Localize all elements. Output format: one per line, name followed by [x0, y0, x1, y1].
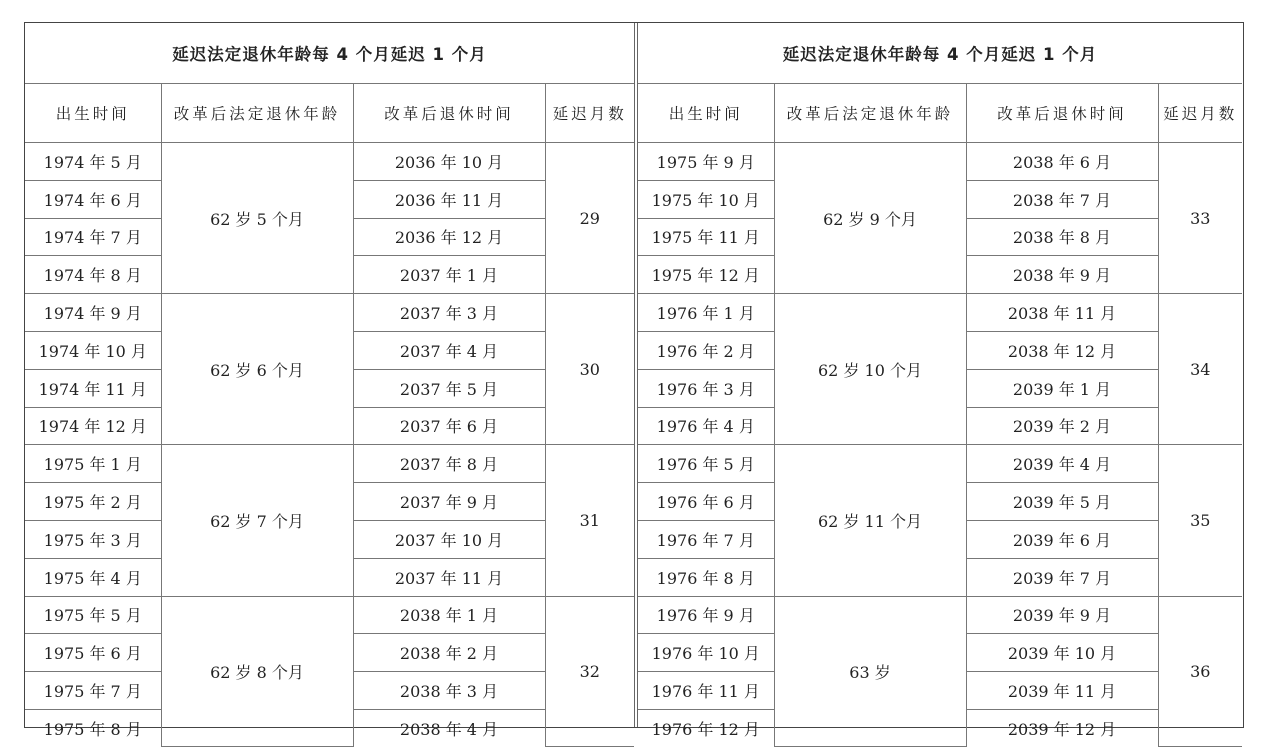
retirement-time-cell: 2039 年 6 月 [966, 520, 1158, 558]
birth-date-cell: 1975 年 11 月 [638, 218, 774, 256]
birth-date-cell: 1974 年 6 月 [25, 180, 161, 218]
left-panel [25, 23, 634, 739]
retirement-time-cell: 2037 年 11 月 [353, 558, 545, 596]
birth-date-cell: 1976 年 10 月 [638, 634, 774, 672]
retirement-time-cell: 2039 年 11 月 [966, 672, 1158, 710]
retirement-time-cell: 2038 年 1 月 [353, 596, 545, 634]
delay-months-cell: 36 [1158, 596, 1242, 747]
retirement-age-cell: 62 岁 5 个月 [161, 143, 353, 294]
retirement-time-cell: 2039 年 12 月 [966, 709, 1158, 746]
delay-months-cell: 33 [1158, 143, 1242, 294]
retirement-time-cell: 2039 年 2 月 [966, 407, 1158, 445]
retirement-time-cell: 2038 年 6 月 [966, 143, 1158, 181]
birth-date-cell: 1976 年 5 月 [638, 445, 774, 483]
left-header-retire-time: 改革后退休时间 [353, 84, 545, 143]
retirement-time-cell: 2039 年 4 月 [966, 445, 1158, 483]
right-table [638, 23, 1242, 747]
birth-date-cell: 1974 年 12 月 [25, 407, 161, 445]
table-row [25, 445, 634, 483]
birth-date-cell: 1975 年 9 月 [638, 143, 774, 181]
retirement-time-cell: 2038 年 4 月 [353, 709, 545, 746]
delay-months-cell: 30 [545, 294, 634, 445]
table-row [25, 143, 634, 181]
retirement-time-cell: 2038 年 2 月 [353, 634, 545, 672]
retirement-time-cell: 2039 年 7 月 [966, 558, 1158, 596]
retirement-age-cell: 62 岁 9 个月 [774, 143, 966, 294]
birth-date-cell: 1975 年 5 月 [25, 596, 161, 634]
birth-date-cell: 1976 年 1 月 [638, 294, 774, 332]
retirement-time-cell: 2038 年 12 月 [966, 331, 1158, 369]
birth-date-cell: 1974 年 11 月 [25, 369, 161, 407]
retirement-time-cell: 2036 年 12 月 [353, 218, 545, 256]
right-header-retire-time: 改革后退休时间 [966, 84, 1158, 143]
retirement-time-cell: 2037 年 8 月 [353, 445, 545, 483]
table-row [25, 294, 634, 332]
retirement-age-cell: 62 岁 10 个月 [774, 294, 966, 445]
delay-months-cell: 35 [1158, 445, 1242, 596]
left-header-birth: 出生时间 [25, 84, 161, 143]
birth-date-cell: 1975 年 6 月 [25, 634, 161, 672]
retirement-time-cell: 2038 年 8 月 [966, 218, 1158, 256]
retirement-time-cell: 2039 年 5 月 [966, 483, 1158, 521]
table-row [638, 596, 1242, 634]
birth-date-cell: 1975 年 1 月 [25, 445, 161, 483]
birth-date-cell: 1974 年 5 月 [25, 143, 161, 181]
birth-date-cell: 1975 年 7 月 [25, 672, 161, 710]
right-header-age: 改革后法定退休年龄 [774, 84, 966, 143]
retirement-time-cell: 2038 年 11 月 [966, 294, 1158, 332]
left-table-body [25, 23, 634, 747]
birth-date-cell: 1976 年 7 月 [638, 520, 774, 558]
delay-months-cell: 31 [545, 445, 634, 596]
birth-date-cell: 1976 年 8 月 [638, 558, 774, 596]
birth-date-cell: 1976 年 4 月 [638, 407, 774, 445]
birth-date-cell: 1975 年 2 月 [25, 483, 161, 521]
retirement-age-cell: 62 岁 11 个月 [774, 445, 966, 596]
table-row [638, 143, 1242, 181]
retirement-time-cell: 2037 年 9 月 [353, 483, 545, 521]
retirement-table-frame [24, 22, 1244, 739]
delay-months-cell: 34 [1158, 294, 1242, 445]
retirement-time-cell: 2037 年 6 月 [353, 407, 545, 445]
birth-date-cell: 1976 年 6 月 [638, 483, 774, 521]
retirement-time-cell: 2039 年 9 月 [966, 596, 1158, 634]
table-row [25, 596, 634, 634]
birth-date-cell: 1975 年 10 月 [638, 180, 774, 218]
birth-date-cell: 1976 年 3 月 [638, 369, 774, 407]
retirement-time-cell: 2039 年 1 月 [966, 369, 1158, 407]
retirement-time-cell: 2037 年 5 月 [353, 369, 545, 407]
birth-date-cell: 1975 年 3 月 [25, 520, 161, 558]
retirement-time-cell: 2037 年 3 月 [353, 294, 545, 332]
left-header-delay: 延迟月数 [545, 84, 634, 143]
retirement-time-cell: 2037 年 1 月 [353, 256, 545, 294]
birth-date-cell: 1975 年 8 月 [25, 709, 161, 746]
delay-months-cell: 32 [545, 596, 634, 747]
birth-date-cell: 1974 年 9 月 [25, 294, 161, 332]
retirement-time-cell: 2036 年 10 月 [353, 143, 545, 181]
birth-date-cell: 1975 年 12 月 [638, 256, 774, 294]
retirement-time-cell: 2036 年 11 月 [353, 180, 545, 218]
right-panel [638, 23, 1242, 739]
birth-date-cell: 1976 年 11 月 [638, 672, 774, 710]
delay-months-cell: 29 [545, 143, 634, 294]
birth-date-cell: 1976 年 2 月 [638, 331, 774, 369]
retirement-time-cell: 2038 年 9 月 [966, 256, 1158, 294]
table-row [638, 445, 1242, 483]
right-table-title: 延迟法定退休年龄每 4 个月延迟 1 个月 [638, 23, 1242, 84]
left-table-title: 延迟法定退休年龄每 4 个月延迟 1 个月 [25, 23, 634, 84]
birth-date-cell: 1975 年 4 月 [25, 558, 161, 596]
birth-date-cell: 1976 年 12 月 [638, 709, 774, 746]
birth-date-cell: 1974 年 7 月 [25, 218, 161, 256]
birth-date-cell: 1976 年 9 月 [638, 596, 774, 634]
left-table [25, 23, 634, 747]
retirement-age-cell: 62 岁 6 个月 [161, 294, 353, 445]
birth-date-cell: 1974 年 8 月 [25, 256, 161, 294]
retirement-age-cell: 63 岁 [774, 596, 966, 747]
right-header-delay: 延迟月数 [1158, 84, 1242, 143]
retirement-time-cell: 2039 年 10 月 [966, 634, 1158, 672]
left-header-age: 改革后法定退休年龄 [161, 84, 353, 143]
retirement-age-cell: 62 岁 8 个月 [161, 596, 353, 747]
retirement-time-cell: 2037 年 4 月 [353, 331, 545, 369]
retirement-age-cell: 62 岁 7 个月 [161, 445, 353, 596]
right-header-birth: 出生时间 [638, 84, 774, 143]
table-row [638, 294, 1242, 332]
birth-date-cell: 1974 年 10 月 [25, 331, 161, 369]
retirement-time-cell: 2038 年 7 月 [966, 180, 1158, 218]
retirement-time-cell: 2037 年 10 月 [353, 520, 545, 558]
right-table-body [638, 23, 1242, 747]
retirement-time-cell: 2038 年 3 月 [353, 672, 545, 710]
